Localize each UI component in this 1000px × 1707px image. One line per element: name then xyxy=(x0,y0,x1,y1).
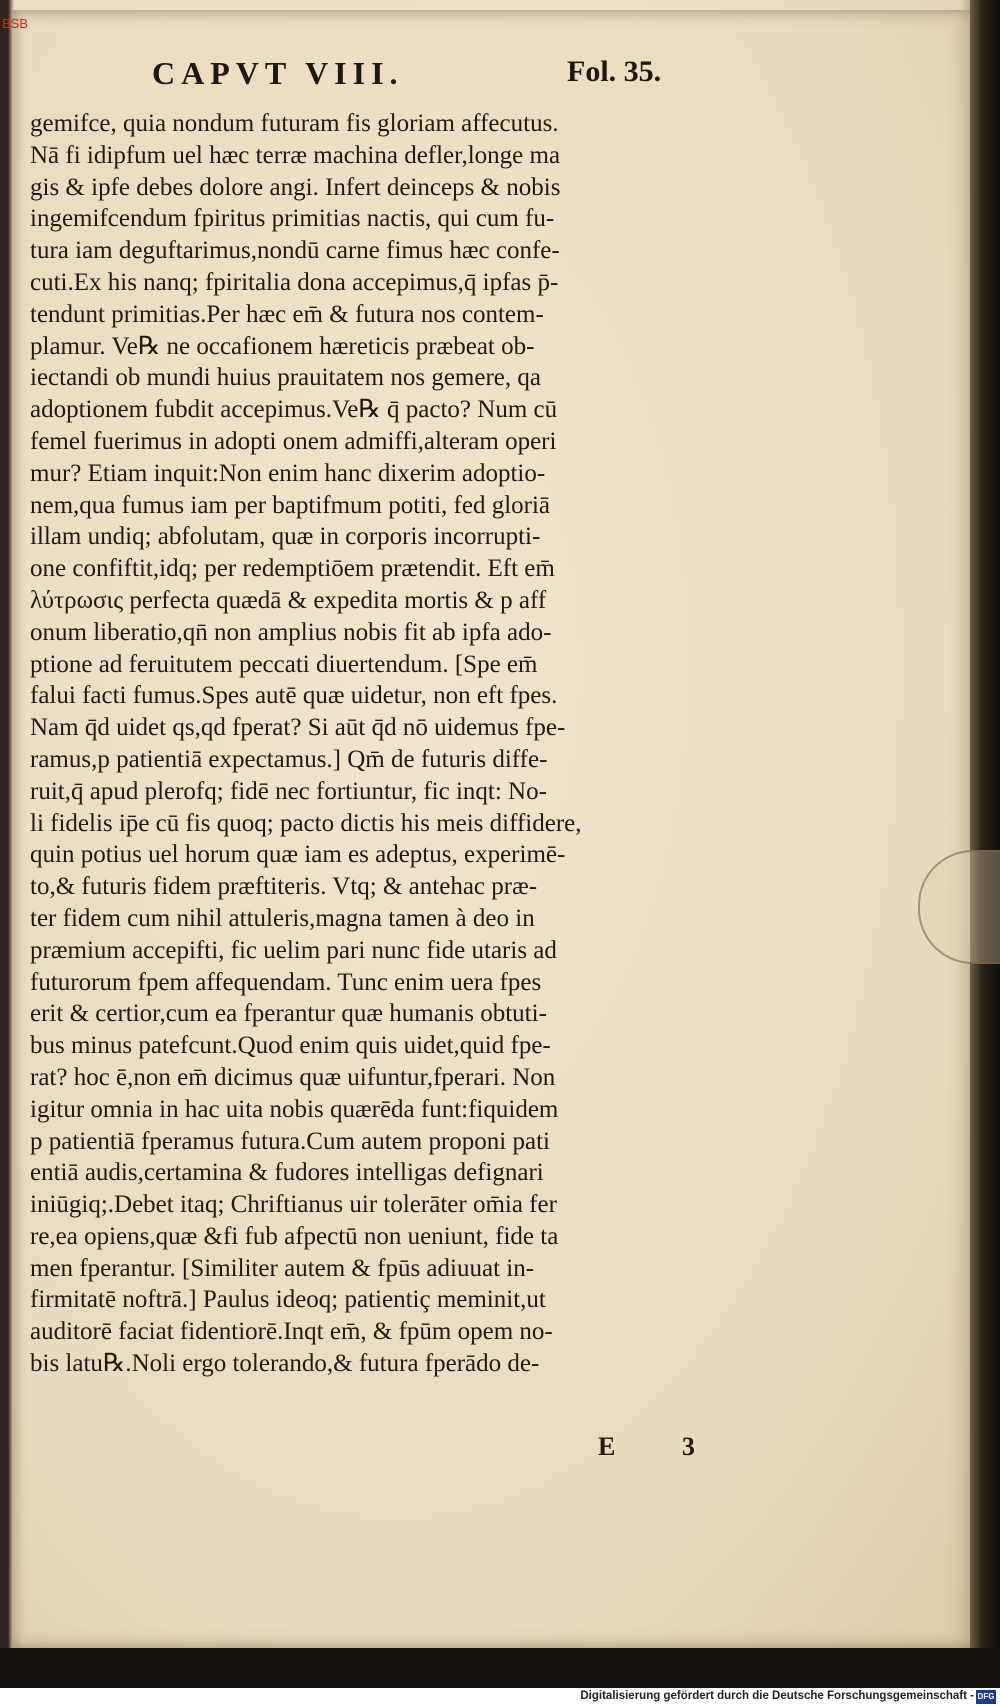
text-line: ingemifcendum fpiritus primitias nactis, qui cum fu- xyxy=(30,205,555,233)
text-line: firmitatē noftrā.] Paulus ideoq; patientiç meminit,ut xyxy=(30,1286,546,1314)
text-line: p patientiā fperamus futura.Cum autem proponi pati xyxy=(30,1127,550,1155)
text-line: iniūgiq;.Debet itaq; Chriftianus uir tolerāter om̄ia fer xyxy=(30,1191,557,1219)
watermark: BSB xyxy=(2,16,29,31)
text-line: to,& futuris fidem præftiteris. Vtq; & antehac præ- xyxy=(30,873,538,901)
text-line: one confiftit,idq; per redemptiōem prætendit. Eft em̄ xyxy=(30,555,555,583)
text-line: auditorē faciat fidentiorē.Inqt em̄, & fpūm opem no- xyxy=(30,1318,553,1346)
text-line: illam undiq; abfolutam, quæ in corporis incorrupti- xyxy=(30,523,541,551)
text-line: ter fidem cum nihil attuleris,magna tamen à deo in xyxy=(30,904,535,932)
text-line: entiā audis,certamina & fudores intelligas defignari xyxy=(30,1159,544,1187)
text-line: femel fuerimus in adopti onem admiffi,alteram operi xyxy=(30,427,557,455)
text-line: tendunt primitias.Per hæc em̄ & futura nos contem- xyxy=(30,300,544,328)
text-line: adoptionem fubdit accepimus.Ve℞ q̄ pacto? Num cū xyxy=(30,396,558,424)
body-text xyxy=(30,108,760,1380)
text-line: gemifce, quia nondum futuram fis gloriam affecutus. xyxy=(30,110,559,137)
text-line: ruit,q̄ apud plerofq; fidē nec fortiuntur, fic inqt: No- xyxy=(30,777,547,805)
text-line: λύτρωσις perfecta quædā & expedita mortis & p aff xyxy=(30,586,547,614)
text-line: plamur. Ve℞ ne occafionem hæreticis præbeat ob- xyxy=(30,332,535,360)
text-line: men fperantur. [Similiter autem & fpūs adiuuat in- xyxy=(30,1254,535,1282)
funding-credit: Digitalisierung gefördert durch die Deutsche Forschungsgemeinschaft - xyxy=(580,1690,974,1702)
text-line: mur? Etiam inquit:Non enim hanc dixerim adoptio- xyxy=(30,459,546,487)
text-line: falui facti fumus.Spes autē quæ uidetur, non eft fpes. xyxy=(30,682,558,710)
text-line: tura iam deguftarimus,nondū carne fimus hæc confe- xyxy=(30,237,560,265)
text-line: ramus,p patientiā expectamus.] Qm̄ de futuris diffe- xyxy=(30,745,548,773)
text-line: gis & ipfe debes dolore angi. Infert deinceps & nobis xyxy=(30,173,561,201)
running-header xyxy=(140,55,700,103)
text-line: Nam q̄d uidet qs,qd fperat? Si aūt q̄d nō uidemus fpe- xyxy=(30,714,566,742)
text-line: li fidelis ip̄e cū fis quoq; pacto dictis his meis diffidere, xyxy=(30,809,582,837)
text-line: ptione ad feruitutem peccati diuertendum. [Spe em̄ xyxy=(30,650,538,678)
text-line: bis latu℞.Noli ergo tolerando,& futura fperādo de- xyxy=(30,1350,540,1378)
text-line: rat? hoc ē,non em̄ dicimus quæ uifuntur,fperari. Non xyxy=(30,1063,556,1091)
text-line: præmium accepifti, fic uelim pari nunc fide utaris ad xyxy=(30,936,557,964)
text-line: bus minus patefcunt.Quod enim quis uidet,quid fpe- xyxy=(30,1032,551,1060)
text-line: cuti.Ex his nanq; fpiritalia dona accepimus,q̄ ipfas p̄- xyxy=(30,268,559,296)
dfg-logo: DFG xyxy=(976,1690,996,1704)
folio-number: Fol. 35. xyxy=(567,55,662,88)
text-line: iectandi ob mundi huius prauitatem nos gemere, qa xyxy=(30,364,541,392)
text-line: erit & certior,cum ea fperantur quæ humanis obtuti- xyxy=(30,1000,547,1028)
text-line: re,ea opiens,quæ &fi fub afpectū non ueniunt, fide ta xyxy=(30,1222,559,1250)
scan-bottom-margin xyxy=(0,1648,1000,1688)
text-line: quin potius uel horum quæ iam es adeptus, experimē- xyxy=(30,841,566,869)
text-line: nem,qua fumus iam per baptifmum potiti, fed gloriā xyxy=(30,491,551,519)
chapter-heading: CAPVT VIII. xyxy=(152,55,404,91)
signature-mark: E 3 xyxy=(598,1432,725,1461)
text-line: Nā fi idipfum uel hæc terræ machina defler,longe ma xyxy=(30,141,561,169)
text-line: igitur omnia in hac uita nobis quærēda funt:fiquidem xyxy=(30,1095,559,1123)
text-line: futurorum fpem affequendam. Tunc enim uera fpes xyxy=(30,968,542,996)
text-line: onum liberatio,qn̄ non amplius nobis fit ab ipfa ado- xyxy=(30,618,552,646)
